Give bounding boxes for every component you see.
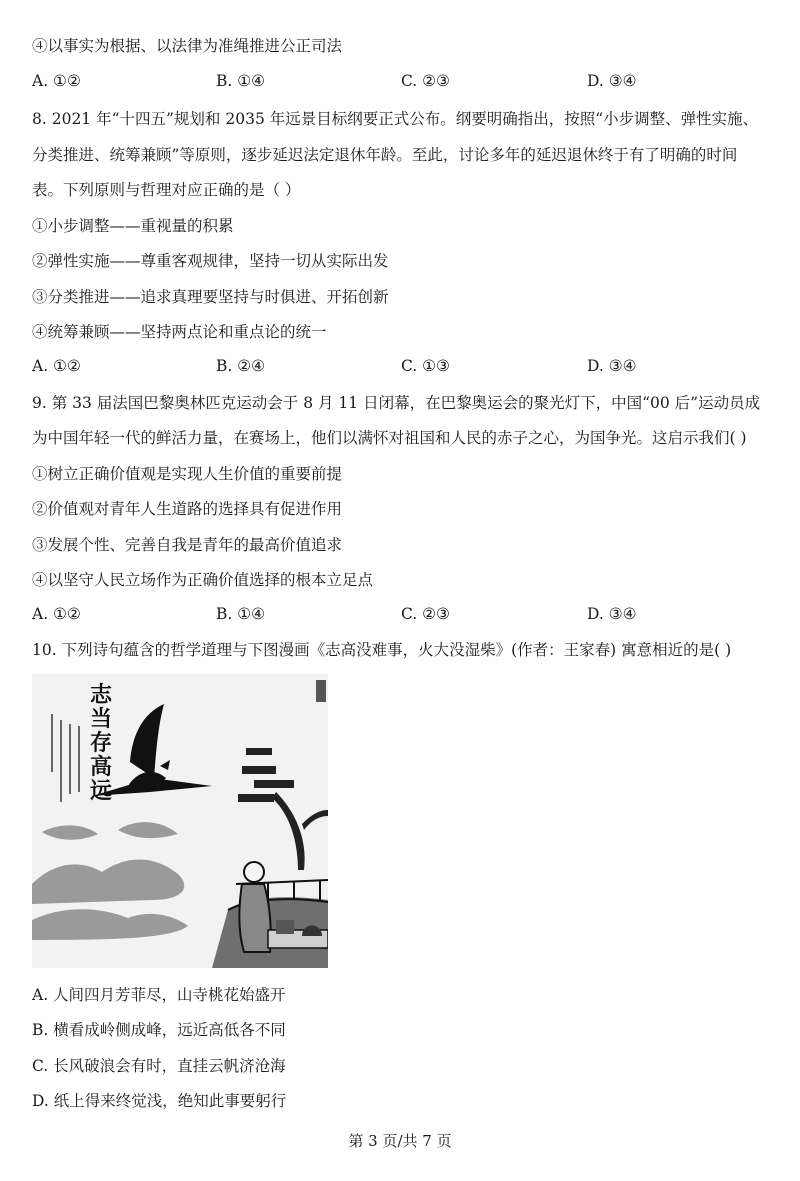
q10-option-d: D. 纸上得来终觉浅，绝知此事要躬行	[32, 1092, 287, 1110]
q9-option-d: D. ③④	[587, 605, 637, 623]
q10-option-a: A. 人间四月芳菲尽，山寺桃花始盛开	[32, 986, 286, 1004]
q8-options	[32, 357, 772, 377]
cartoon-illustration	[32, 674, 328, 968]
q9-stem-line-1: 9. 第 33 届法国巴黎奥林匹克运动会于 8 月 11 日闭幕，在巴黎奥运会的聚光灯下，中国“00 后”运动员成	[32, 394, 761, 412]
q10-stem: 10. 下列诗句蕴含的哲学道理与下图漫画《志高没难事，火大没湿柴》(作者：王家春) 寓意相近的是( )	[32, 641, 732, 659]
q8-stem-line-1: 8. 2021 年“十四五”规划和 2035 年远景目标纲要正式公布。纲要明确指出，按照“小步调整、弹性实施、	[32, 110, 759, 128]
q8-option-b: B. ②④	[216, 357, 266, 375]
q9-item-2: ②价值观对青年人生道路的选择具有促进作用	[32, 500, 343, 518]
q8-option-a: A. ①②	[32, 357, 81, 375]
q9-options	[32, 605, 772, 625]
mountains-illustration	[32, 822, 188, 940]
title-char-5: 远	[90, 778, 113, 804]
q7-options	[32, 72, 772, 92]
q10-option-b: B. 横看成岭侧成峰，远近高低各不同	[32, 1021, 286, 1039]
q8-item-1: ①小步调整——重视量的积累	[32, 217, 234, 235]
q9-item-1: ①树立正确价值观是实现人生价值的重要前提	[32, 465, 343, 483]
q9-option-b: B. ①④	[216, 605, 266, 623]
q8-stem-line-2: 分类推进、统筹兼顾”等原则，逐步延迟法定退休年龄。至此，讨论多年的延迟退休终于有了明确的时间	[32, 146, 738, 164]
q7-option-a: A. ①②	[32, 72, 81, 90]
q10-option-c: C. 长风破浪会有时，直挂云帆济沧海	[32, 1057, 286, 1075]
q7-item-4: ④以事实为根据、以法律为准绳推进公正司法	[32, 37, 343, 55]
q9-item-4: ④以坚守人民立场作为正确价值选择的根本立足点	[32, 571, 374, 589]
title-char-4: 高	[90, 754, 113, 780]
pine-tree-illustration	[238, 748, 328, 870]
q9-item-3: ③发展个性、完善自我是青年的最高价值追求	[32, 536, 343, 554]
q8-item-3: ③分类推进——追求真理要坚持与时俱进、开拓创新	[32, 288, 389, 306]
title-char-1: 志	[90, 682, 113, 708]
q8-item-4: ④统筹兼顾——坚持两点论和重点论的统一	[32, 323, 327, 341]
q7-option-b: B. ①④	[216, 72, 266, 90]
page-footer: 第 3 页/共 7 页	[348, 1132, 452, 1150]
q8-option-c: C. ①③	[401, 357, 450, 375]
q8-item-2: ②弹性实施——尊重客观规律，坚持一切从实际出发	[32, 252, 389, 270]
q8-option-d: D. ③④	[587, 357, 637, 375]
q9-option-c: C. ②③	[401, 605, 450, 623]
q7-option-d: D. ③④	[587, 72, 637, 90]
cartoon-figure	[32, 674, 328, 968]
title-char-2: 当	[90, 706, 113, 732]
q8-stem-line-3: 表。下列原则与哲理对应正确的是（ ）	[32, 181, 301, 199]
q9-stem-line-2: 为中国年轻一代的鲜活力量，在赛场上，他们以满怀对祖国和人民的赤子之心，为国争光。这启示我们( )	[32, 429, 747, 447]
q9-option-a: A. ①②	[32, 605, 81, 623]
scholar-figure	[239, 862, 271, 952]
q7-option-c: C. ②③	[401, 72, 450, 90]
seal-stamp	[316, 680, 326, 702]
title-char-3: 存	[90, 730, 113, 756]
